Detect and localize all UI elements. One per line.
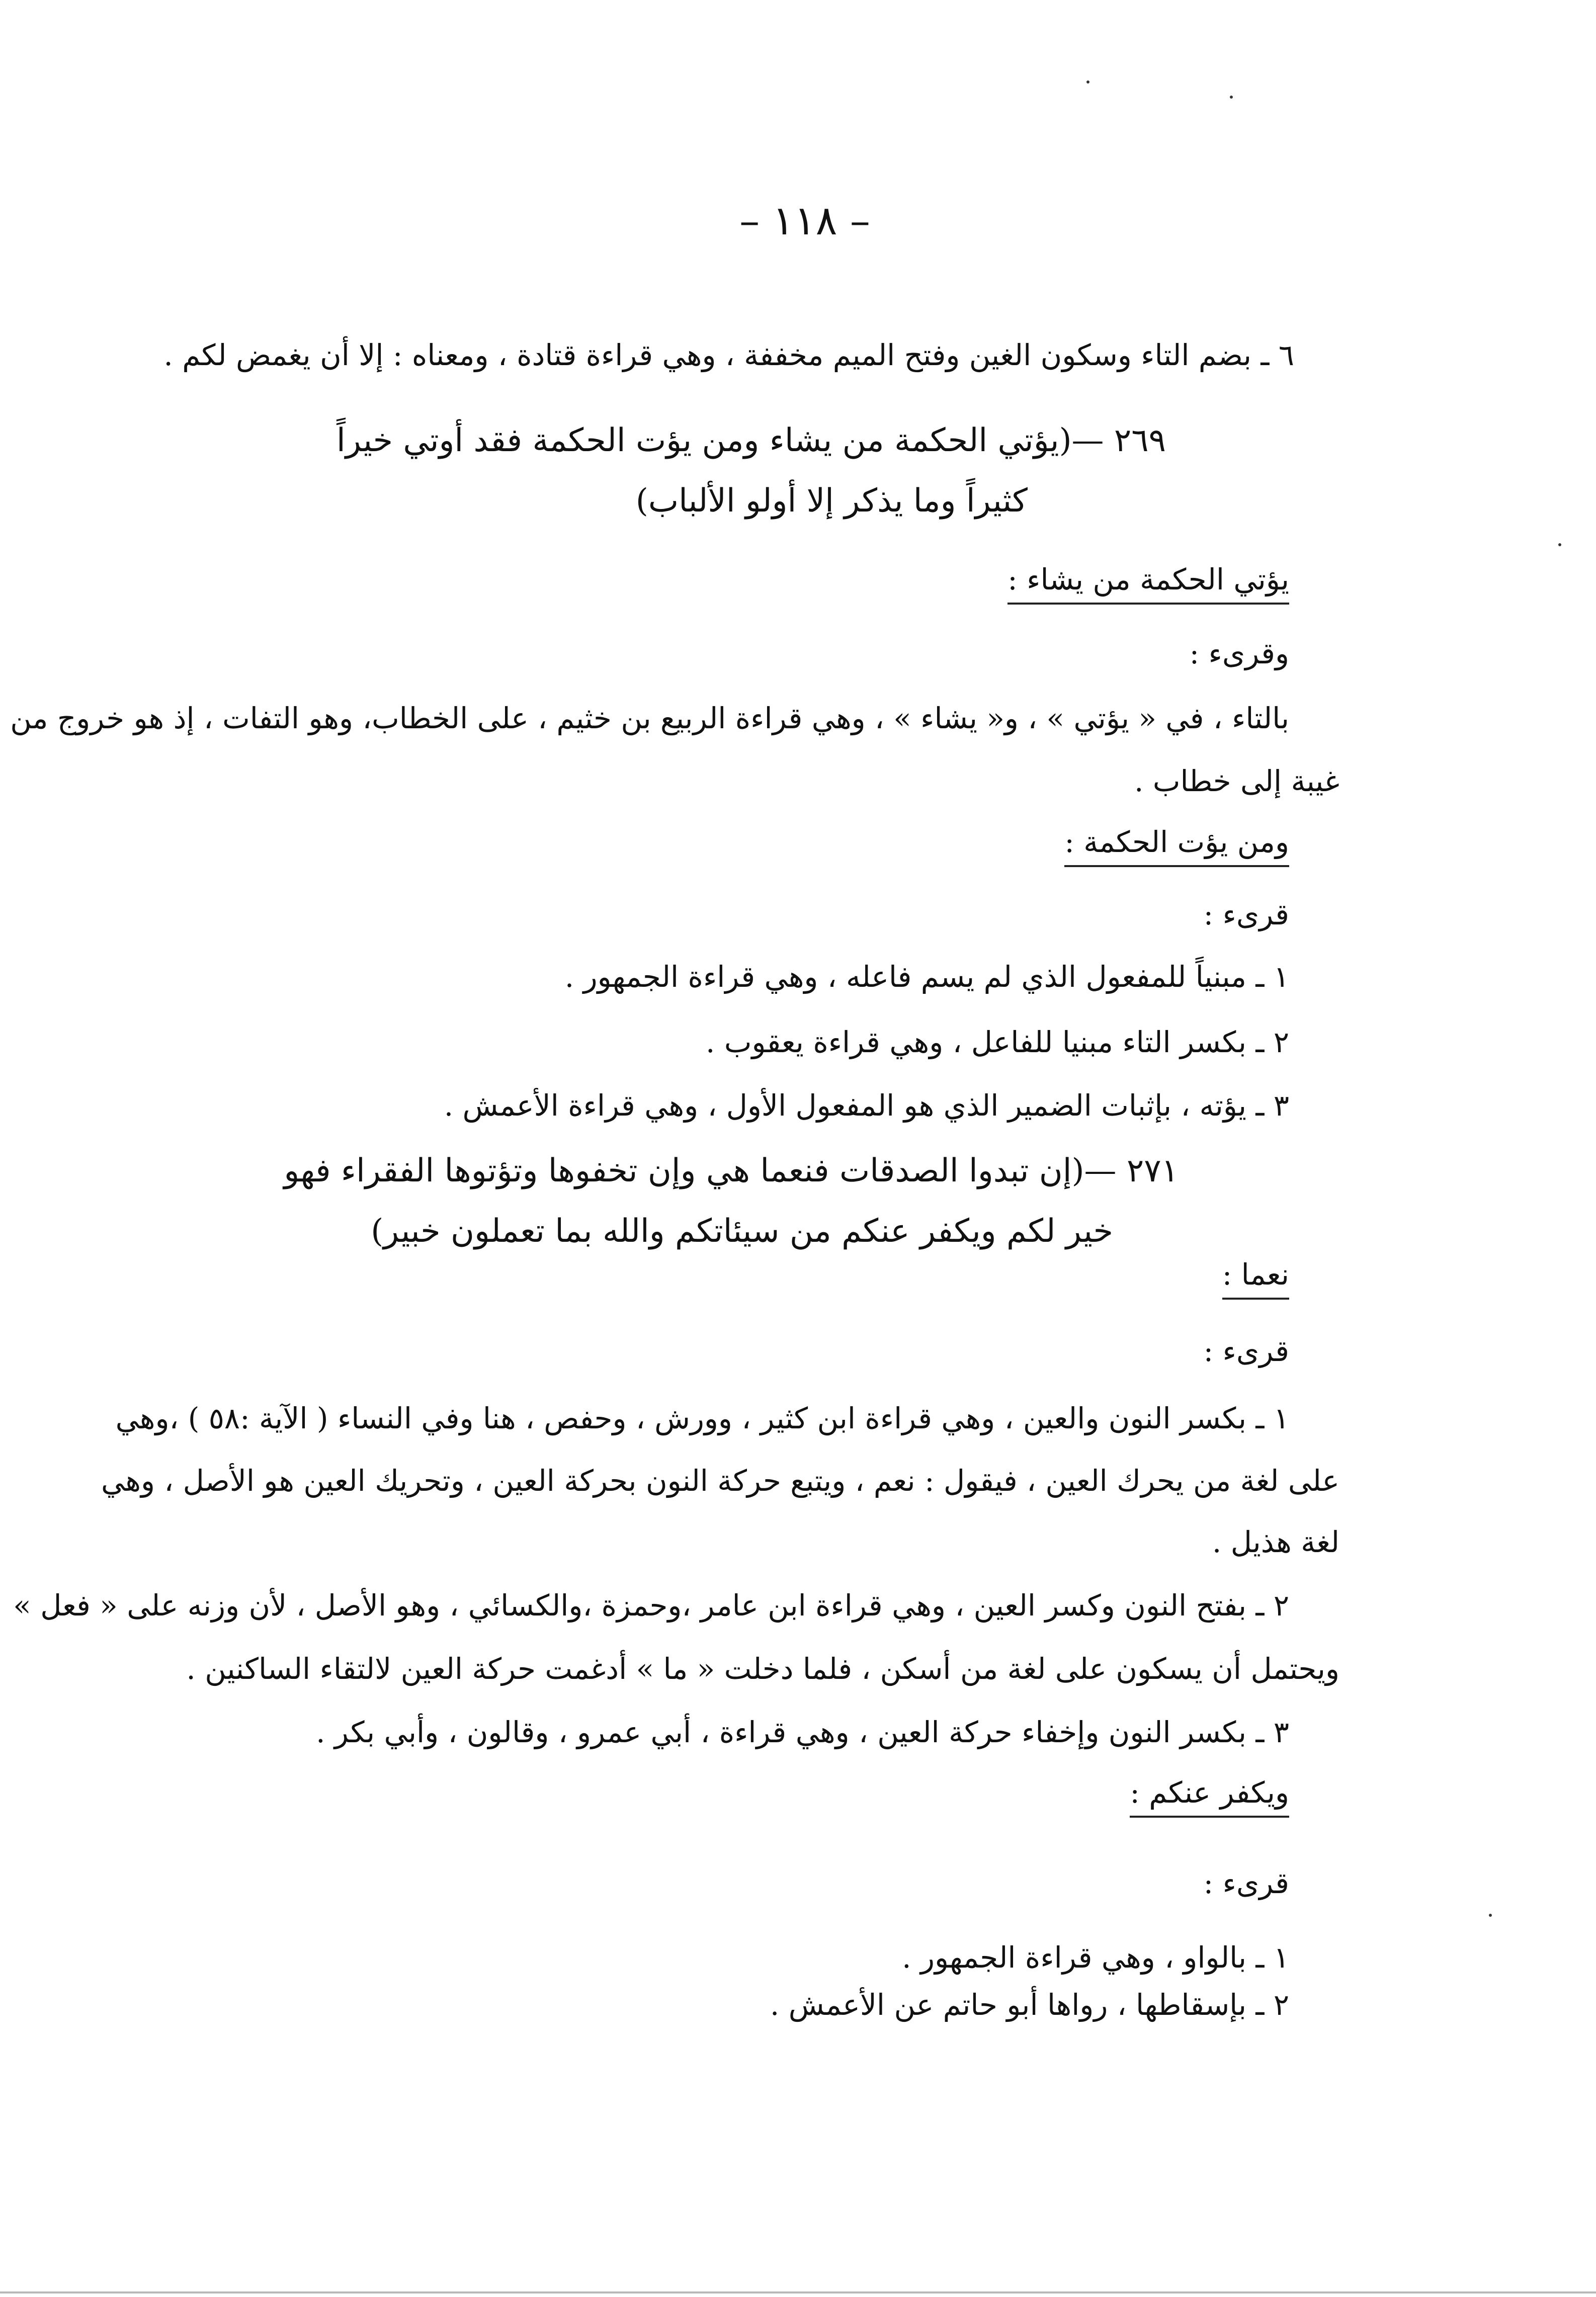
- reading-line: ٦ ـ بضم التاء وسكون الغين وفتح الميم مخففة ، وهي قراءة قتادة ، ومعناه : إلا أن يغمض لكم .: [163, 338, 1294, 372]
- scan-speck: [1558, 543, 1561, 546]
- reading-line: ١ ـ مبنياً للمفعول الذي لم يسم فاعله ، وهي قراءة الجمهور .: [564, 960, 1289, 994]
- verse-271-line-2: خير لكم ويكفر عنكم من سيئاتكم والله بما تعملون خبير): [371, 1213, 1113, 1250]
- readings-label: وقرىء :: [1189, 636, 1289, 670]
- reading-line: ٣ ـ يؤته ، بإثبات الضمير الذي هو المفعول الأول ، وهي قراءة الأعمش .: [444, 1088, 1289, 1123]
- readings-label: قرىء :: [1203, 1334, 1289, 1368]
- reading-line: على لغة من يحرك العين ، فيقول : نعم ، ويتبع حركة النون بحركة العين ، وتحريك العين هو الأصل ، وهي: [101, 1464, 1339, 1498]
- scan-speck: [1230, 96, 1233, 99]
- reading-line: ٢ ـ بإسقاطها ، رواها أبو حاتم عن الأعمش .: [770, 1988, 1289, 2022]
- reading-line: ويحتمل أن يسكون على لغة من أسكن ، فلما دخلت « ما » أدغمت حركة العين لالتقاء الساكنين .: [186, 1652, 1339, 1686]
- readings-label: قرىء :: [1203, 897, 1289, 931]
- section-heading: ومن يؤت الحكمة :: [1064, 825, 1289, 867]
- page-bottom-rule: [0, 2291, 1596, 2293]
- reading-line: ٣ ـ بكسر النون وإخفاء حركة العين ، وهي قراءة ، أبي عمرو ، وقالون ، وأبي بكر .: [316, 1715, 1289, 1749]
- verse-269-line-2: كثيراً وما يذكر إلا أولو الألباب): [635, 482, 1028, 520]
- readings-label: قرىء :: [1203, 1866, 1289, 1900]
- reading-line: ١ ـ بالواو ، وهي قراءة الجمهور .: [902, 1940, 1289, 1975]
- page-number: – ١١٨ –: [739, 197, 870, 244]
- reading-line: لغة هذيل .: [1212, 1525, 1339, 1559]
- reading-line: ٢ ـ بفتح النون وكسر العين ، وهي قراءة ابن عامر ،وحمزة ،والكسائي ، وهو الأصل ، لأن وزنه على « فعل »: [13, 1588, 1289, 1623]
- section-heading: يؤتي الحكمة من يشاء :: [1007, 562, 1289, 605]
- reading-line: غيبة إلى خطاب .: [1134, 764, 1339, 798]
- verse-271-line-1: ٢٧١ —(إن تبدوا الصدقات فنعما هي وإن تخفوها وتؤتوها الفقراء فهو: [284, 1152, 1179, 1189]
- scan-speck: [1086, 80, 1089, 83]
- reading-line: بالتاء ، في « يؤتي » ، و« يشاء » ، وهي قراءة الربيع بن خثيم ، على الخطاب، وهو التفات ، إذ هو خروج من: [10, 701, 1289, 735]
- verse-269-line-1: ٢٦٩ —(يؤتي الحكمة من يشاء ومن يؤت الحكمة فقد أوتي خيراً: [337, 422, 1166, 459]
- scan-speck: [1489, 1914, 1492, 1917]
- reading-line: ١ ـ بكسر النون والعين ، وهي قراءة ابن كثير ، وورش ، وحفص ، هنا وفي النساء ( الآية :٥٨ ) ،وهي: [115, 1401, 1289, 1435]
- section-heading: نعما :: [1222, 1257, 1289, 1300]
- reading-line: ٢ ـ بكسر التاء مبنيا للفاعل ، وهي قراءة يعقوب .: [706, 1025, 1289, 1059]
- section-heading: ويكفر عنكم :: [1130, 1775, 1289, 1818]
